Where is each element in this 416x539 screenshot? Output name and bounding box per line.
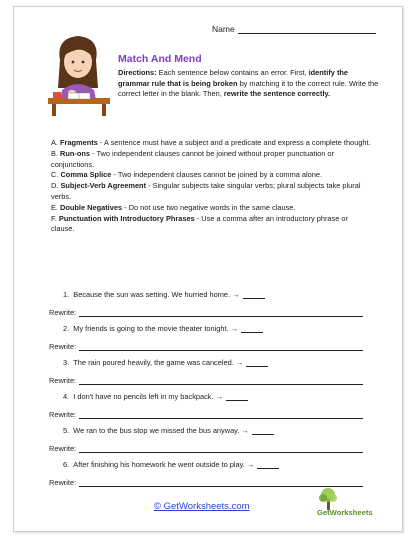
answer-blank[interactable] bbox=[246, 358, 268, 367]
rewrite-line[interactable] bbox=[79, 444, 363, 453]
rewrite-line[interactable] bbox=[79, 342, 363, 351]
rewrite-row: Rewrite: bbox=[49, 308, 363, 317]
directions-text-2: by matching it to the correct rule. Write the correct letter in the blank. Then, bbox=[118, 78, 379, 99]
question-item: 3. The rain poured heavily, the game was canceled. → bbox=[63, 358, 268, 367]
directions-lead: Directions: bbox=[118, 68, 157, 77]
answer-blank[interactable] bbox=[243, 290, 265, 299]
name-field[interactable] bbox=[212, 24, 376, 34]
name-blank-line[interactable] bbox=[238, 24, 376, 34]
rule-item-c: C. Comma Splice - Two independent clauses cannot be joined by a comma alone. bbox=[51, 170, 323, 180]
answer-blank[interactable] bbox=[257, 460, 279, 469]
tree-logo-icon bbox=[313, 486, 373, 524]
student-illustration bbox=[38, 30, 118, 116]
logo-text: GetWorksheets bbox=[317, 508, 373, 517]
answer-blank[interactable] bbox=[252, 426, 274, 435]
rule-item-b: B. Run-ons - Two independent clauses cannot be joined without proper punctuation or conjunctions. bbox=[51, 148, 334, 169]
rewrite-line[interactable] bbox=[79, 308, 363, 317]
rewrite-row: Rewrite: bbox=[49, 376, 363, 385]
directions-paragraph bbox=[118, 68, 380, 100]
rewrite-line[interactable] bbox=[79, 376, 363, 385]
question-item: 5. We ran to the bus stop we missed the bus anyway. → bbox=[63, 426, 274, 435]
question-item: 6. After finishing his homework he went outside to play. → bbox=[63, 460, 279, 469]
rewrite-row: Rewrite: bbox=[49, 410, 363, 419]
directions-bold-1: identify the grammar rule that is being broken bbox=[118, 68, 349, 88]
rewrite-row: Rewrite: bbox=[49, 342, 363, 351]
answer-blank[interactable] bbox=[241, 324, 263, 333]
grammar-rules-list bbox=[51, 138, 373, 235]
rewrite-row: Rewrite: bbox=[49, 444, 363, 453]
name-label: Name bbox=[212, 24, 235, 34]
rule-item-d: D. Subject-Verb Agreement - Singular subjects take singular verbs; plural subjects take plural verbs. bbox=[51, 181, 361, 201]
rewrite-line[interactable] bbox=[79, 410, 363, 419]
answer-blank[interactable] bbox=[226, 392, 248, 401]
getworksheets-link[interactable]: © GetWorksheets.com bbox=[154, 501, 250, 512]
question-item: 4. I don't have no pencils left in my backpack. → bbox=[63, 392, 248, 401]
rule-item-e: E. Double Negatives - Do not use two negative words in the same clause. bbox=[51, 202, 296, 212]
rule-item-f: F. Punctuation with Introductory Phrases - Use a comma after an introductory phrase or clause. bbox=[51, 213, 348, 234]
rewrite-row: Rewrite: bbox=[49, 478, 363, 487]
worksheet-title: Match And Mend bbox=[118, 53, 202, 65]
question-item: 2. My friends is going to the movie theater tonight. → bbox=[63, 324, 263, 333]
directions-bold-2: rewrite the sentence correctly. bbox=[223, 89, 331, 99]
rule-item-a: A. Fragments - A sentence must have a subject and a predicate and express a complete thought. bbox=[51, 138, 371, 147]
directions-text-1: Each sentence below contains an error. First, bbox=[156, 68, 309, 77]
question-item: 1. Because the sun was setting. We hurried home. → bbox=[63, 290, 265, 299]
